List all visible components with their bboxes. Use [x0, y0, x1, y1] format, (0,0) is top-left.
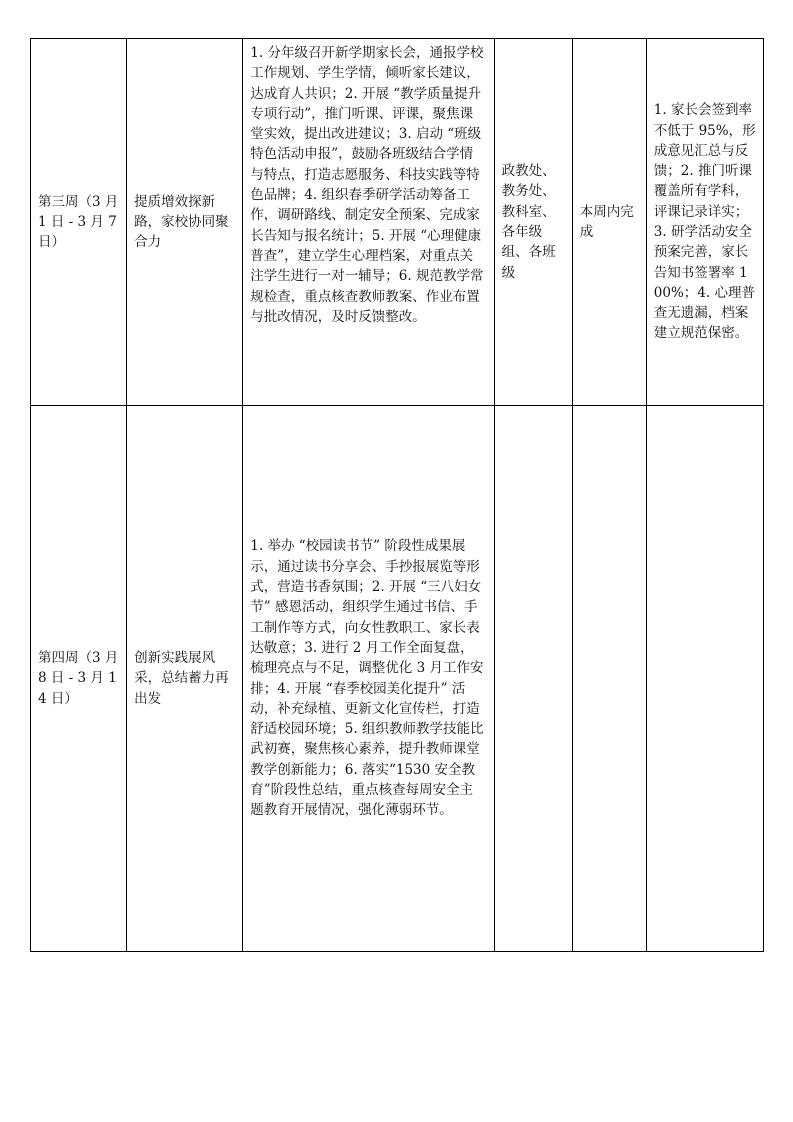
standards-cell: 1. 家长会签到率不低于 95%，形成意见汇总与反馈；2. 推门听课覆盖所有学科，评课记录详实；3. 研学活动安全预案完善，家长告知书签署率 100%；4. 心理普查无遗漏，档案建立规范保密。	[646, 39, 763, 406]
table-row	[31, 406, 764, 952]
work-plan-table	[30, 38, 764, 952]
timeline-cell: 本周内完成	[572, 39, 646, 406]
timeline-cell	[572, 406, 646, 952]
standards-cell	[646, 406, 763, 952]
tasks-cell: 1. 分年级召开新学期家长会，通报学校工作规划、学生学情，倾听家长建议，达成育人共识；2. 开展 “教学质量提升专项行动”，推门听课、评课，聚焦课堂实效，提出改进建议；3. 启动 “班级特色活动申报”，鼓励各班级结合学情与特点，打造志愿服务、科技实践等特色品牌；4. 组织春季研学活动筹备工作，调研路线、制定安全预案、完成家长告知与报名统计；5. 开展 “心理健康普查”，建立学生心理档案，对重点关注学生进行一对一辅导；6. 规范教学常规检查，重点核查教师教案、作业布置与批改情况，及时反馈整改。	[243, 39, 494, 406]
week-cell: 第四周（3 月 8 日 - 3 月 14 日）	[31, 406, 127, 952]
departments-cell: 政教处、教务处、教科室、各年级组、各班级	[494, 39, 572, 406]
table-row	[31, 39, 764, 406]
departments-cell	[494, 406, 572, 952]
tasks-cell: 1. 举办 “校园读书节” 阶段性成果展示，通过读书分享会、手抄报展览等形式，营造书香氛围；2. 开展 “三八妇女节” 感恩活动，组织学生通过书信、手工制作等方式，向女性教职工、家长表达敬意；3. 进行 2 月工作全面复盘，梳理亮点与不足，调整优化 3 月工作安排；4. 开展 “春季校园美化提升” 活动，补充绿植、更新文化宣传栏，打造舒适校园环境；5. 组织教师教学技能比武初赛，聚焦核心素养，提升教师课堂教学创新能力；6. 落实“1530 安全教育”阶段性总结，重点核查每周安全主题教育开展情况，强化薄弱环节。	[243, 406, 494, 952]
theme-cell: 创新实践展风采，总结蓄力再出发	[127, 406, 243, 952]
theme-cell: 提质增效探新路，家校协同聚合力	[127, 39, 243, 406]
week-cell: 第三周（3 月 1 日 - 3 月 7 日）	[31, 39, 127, 406]
